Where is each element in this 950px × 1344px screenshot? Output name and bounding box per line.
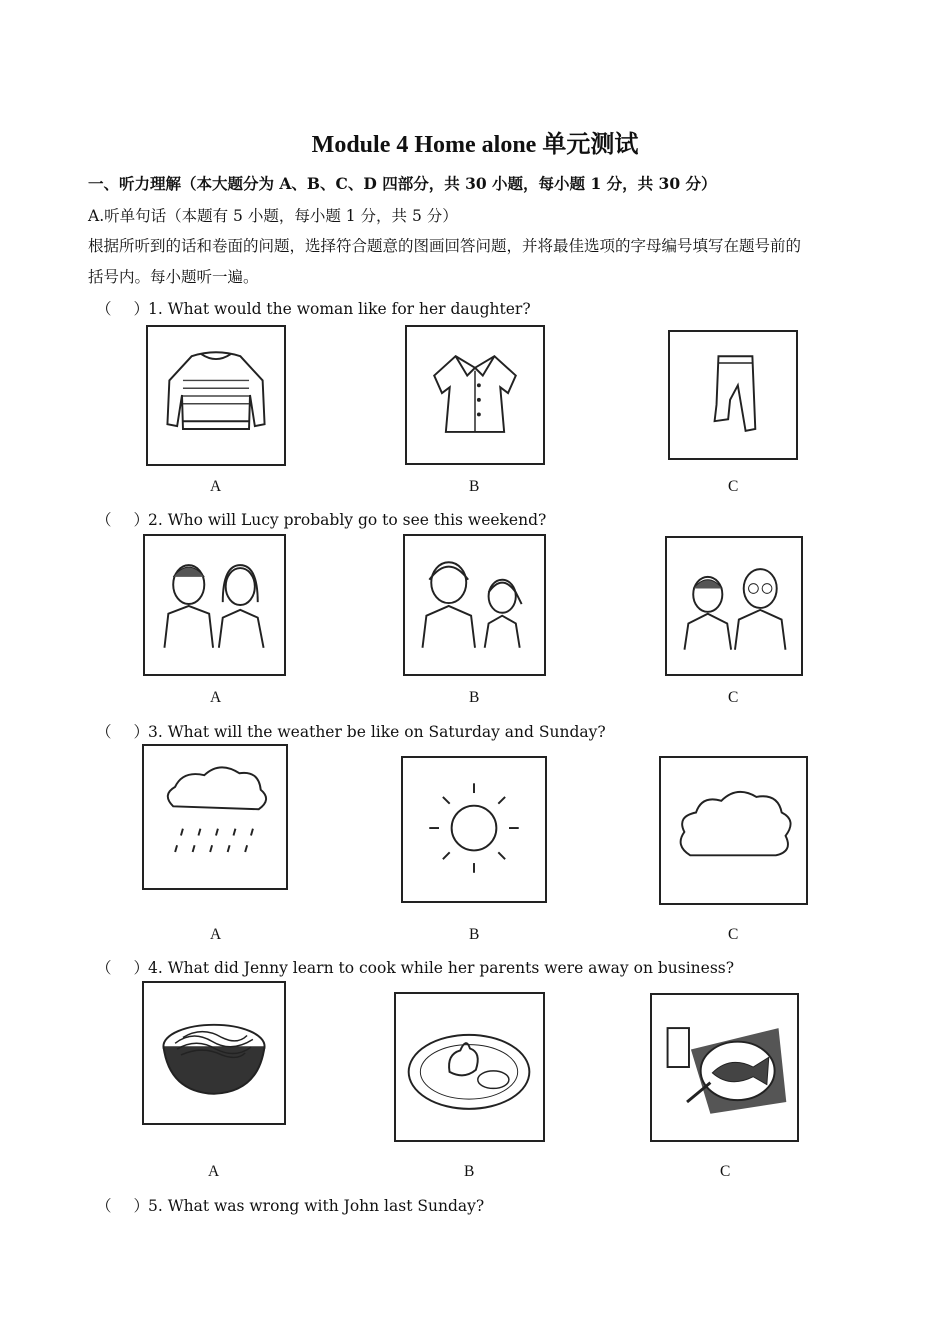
fish-plate-picture[interactable] <box>650 993 799 1142</box>
section-heading: 一、听力理解（本大题分为 A、B、C、D 四部分，共 30 小题，每小题 1 分，共 30 分） <box>88 174 717 193</box>
question-2 <box>96 508 546 530</box>
noodles-icon <box>144 983 284 1123</box>
question-text: 4. What did Jenny learn to cook while her parents were away on business? <box>148 959 735 977</box>
answer-blank[interactable]: （ ） <box>96 959 150 977</box>
trousers-icon <box>670 332 796 458</box>
boy-grandfather-picture[interactable] <box>665 536 803 676</box>
answer-blank[interactable]: （ ） <box>96 723 150 741</box>
plate-dish-picture[interactable] <box>394 992 545 1142</box>
trousers-picture[interactable] <box>668 330 798 460</box>
cloud-icon <box>661 758 806 903</box>
part-a-heading: A.听单句话（本题有 5 小题，每小题 1 分，共 5 分） <box>88 207 458 225</box>
answer-blank[interactable]: （ ） <box>96 511 150 529</box>
option-c: C <box>728 478 739 495</box>
question-4 <box>96 956 734 978</box>
question-1 <box>96 297 531 319</box>
answer-blank[interactable]: （ ） <box>96 1197 150 1215</box>
grandmother-girl-picture[interactable] <box>403 534 546 676</box>
grandmother-girl-icon <box>405 536 544 674</box>
rain-picture[interactable] <box>142 744 288 890</box>
option-b: B <box>469 478 480 495</box>
sweater-icon <box>148 327 284 464</box>
option-a: A <box>210 926 222 943</box>
sun-icon <box>403 758 545 901</box>
option-a: A <box>210 478 222 495</box>
blouse-picture[interactable] <box>405 325 545 465</box>
blouse-icon <box>407 327 543 463</box>
option-a: A <box>210 689 222 706</box>
question-5 <box>96 1194 484 1216</box>
option-b: B <box>469 689 480 706</box>
option-c: C <box>720 1163 731 1180</box>
young-couple-picture[interactable] <box>143 534 286 676</box>
young-couple-icon <box>145 536 284 674</box>
boy-grandfather-icon <box>667 538 801 674</box>
question-text: 1. What would the woman like for her daughter? <box>148 300 531 318</box>
question-text: 5. What was wrong with John last Sunday? <box>148 1197 485 1215</box>
question-3 <box>96 720 606 742</box>
rain-icon <box>144 746 286 888</box>
answer-blank[interactable]: （ ） <box>96 300 150 318</box>
fish-plate-icon <box>652 995 797 1140</box>
option-c: C <box>728 926 739 943</box>
option-b: B <box>469 926 480 943</box>
sun-picture[interactable] <box>401 756 547 903</box>
option-a: A <box>208 1163 220 1180</box>
plate-dish-icon <box>396 994 543 1140</box>
question-text: 2. Who will Lucy probably go to see this weekend? <box>148 511 547 529</box>
sweater-picture[interactable] <box>146 325 286 466</box>
noodles-picture[interactable] <box>142 981 286 1125</box>
page-title: Module 4 Home alone 单元测试 <box>311 132 639 158</box>
cloud-picture[interactable] <box>659 756 808 905</box>
option-c: C <box>728 689 739 706</box>
question-text: 3. What will the weather be like on Saturday and Sunday? <box>148 723 606 741</box>
instruction-line-1: 根据所听到的话和卷面的问题，选择符合题意的图画回答问题，并将最佳选项的字母编号填写在题号前的 <box>88 237 802 255</box>
instruction-line-2: 括号内。每小题听一遍。 <box>88 268 259 286</box>
option-b: B <box>464 1163 475 1180</box>
